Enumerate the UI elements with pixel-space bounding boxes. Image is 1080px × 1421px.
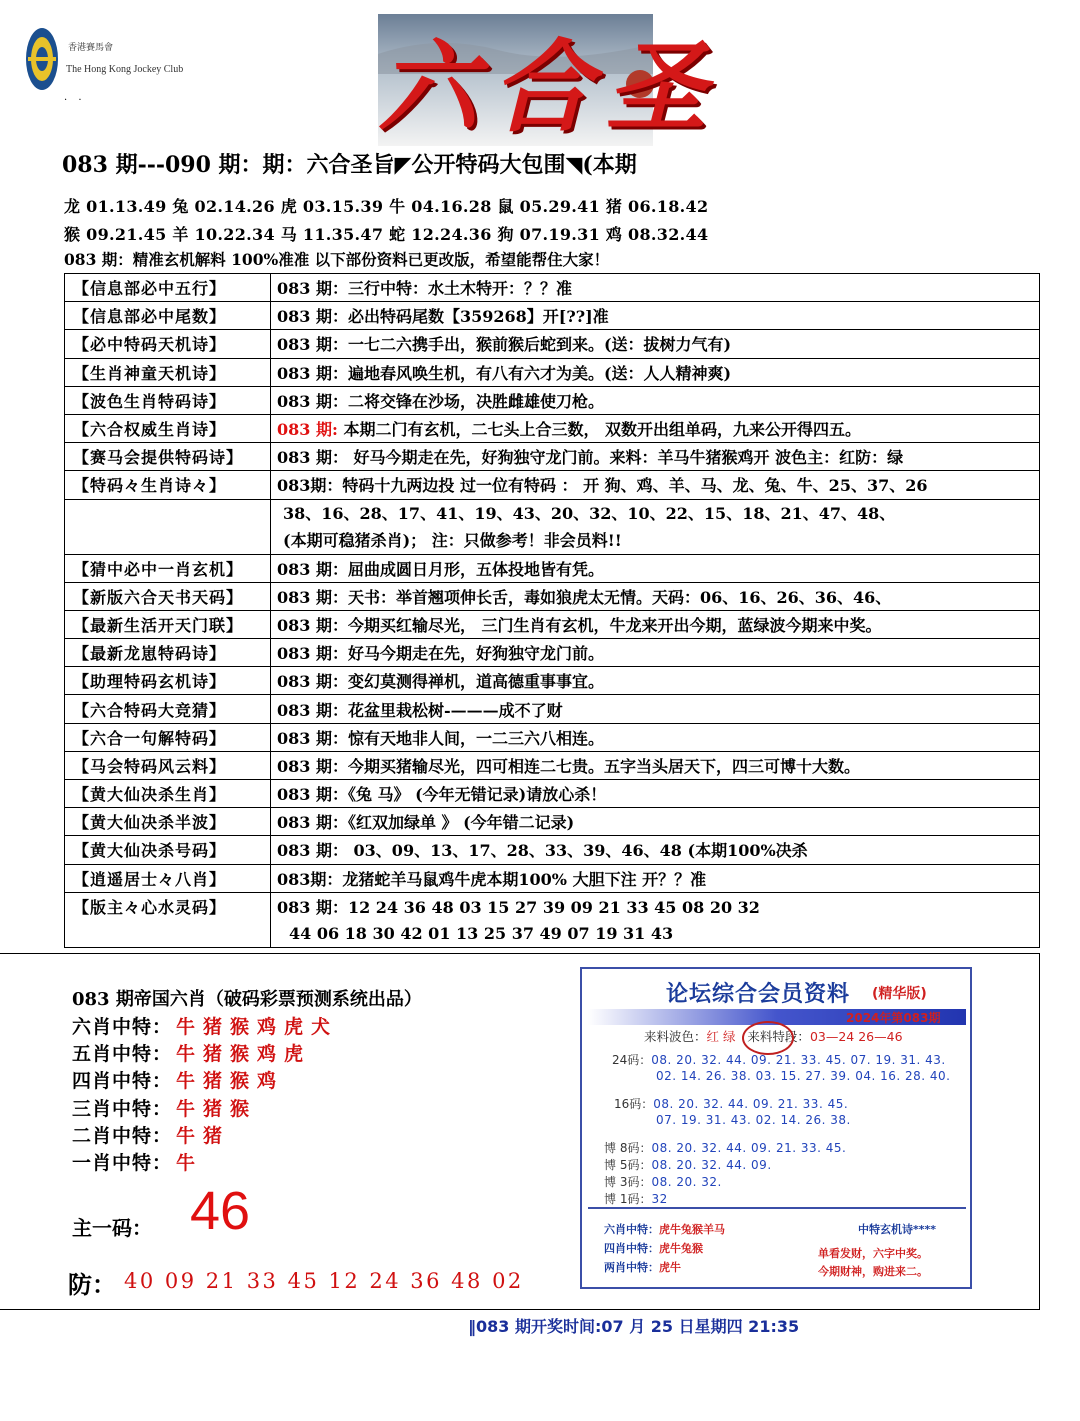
row-value (271, 414, 1040, 442)
row-label: 【赛马会提供特码诗】 (65, 443, 271, 471)
foot-value: 虎牛兔猴 (659, 1242, 703, 1255)
row-value: 083 期：必出特码尾数【359268】开[??]准 (271, 302, 1040, 330)
row-value: 083 期：一七二六携手出，猴前猴后蛇到来。(送：拔树力气有) (271, 330, 1040, 358)
guard-numbers: 40 09 21 33 45 12 24 36 48 02 (124, 1269, 524, 1293)
row-label: 【助理特码玄机诗】 (65, 667, 271, 695)
five-zodiac-line (72, 1039, 311, 1066)
code-line (656, 1069, 950, 1083)
table-row (65, 274, 1040, 302)
row-label: 【六合权威生肖诗】 (65, 414, 271, 442)
line-label: 二肖中特： (72, 1125, 173, 1147)
card-title: 论坛综合会员资料 (666, 982, 851, 1007)
table-row (65, 610, 1040, 638)
row-value: 083 期：遍地春风唤生机，有八有六才为美。(送：人人精神爽) (271, 358, 1040, 386)
row-value-text: 本期二门有玄机，二七头上合三数， 双数开出组单码，九来公开得四五。 (343, 420, 862, 440)
row-label: 【最新生活开天门联】 (65, 610, 271, 638)
notice-line: 083 期：精准玄机解料 100%准准 以下部份资料已更改版，希望能帮住大家！ (64, 250, 610, 269)
stamp-mark (742, 1021, 794, 1055)
six-zodiac-line (72, 1012, 338, 1039)
code-line (604, 1190, 668, 1207)
two-zodiac-line (72, 1121, 230, 1148)
special-value: 03—24 26—46 (809, 1029, 903, 1044)
row-value: 083 期：三行中特：水土木特开：？？准 (271, 274, 1040, 302)
line-items: 牛猪猴鸡虎 (176, 1043, 312, 1065)
line-items: 牛 (176, 1152, 204, 1174)
card-tag: (精华版) (872, 986, 927, 1002)
row-label: 【黄大仙决杀号码】 (65, 836, 271, 864)
card-divider (588, 1207, 966, 1209)
card-foot-line (604, 1259, 681, 1275)
continuation-line-1: 38、16、28、17、41、19、43、20、32、10、22、15、18、21、47、48、 (283, 503, 896, 523)
one-zodiac-line (72, 1148, 203, 1175)
jockey-club-logo (24, 26, 60, 92)
foot-value: 虎牛 (659, 1261, 681, 1274)
table-row (65, 554, 1040, 582)
row-value: 083 期：今期买猪输尽光，四可相连二七贵。五字当头居天下，四三可博十大数。 (271, 751, 1040, 779)
six-zodiac-title: 083 期帝国六肖（破码彩票预测系统出品） (72, 989, 422, 1010)
special-label: 来料特段： (747, 1029, 810, 1044)
code-values: 08. 20. 32. 44. 09. 21. 33. 45. (651, 1141, 847, 1155)
foot-key: 四肖中特： (604, 1242, 659, 1255)
row-label: 【信息部必中五行】 (65, 274, 271, 302)
line-items: 牛猪猴鸡 (176, 1070, 285, 1092)
banner-image (378, 14, 720, 146)
row-continuation (271, 499, 1040, 554)
logo-chinese-name: 香港賽馬會 (68, 43, 114, 53)
code-key: 24码： (612, 1053, 652, 1067)
foot-key: 两肖中特： (604, 1261, 659, 1274)
code-values: 08. 20. 32. 44. 09. 21. 33. 45. 07. 19. 31. 43. (651, 1053, 946, 1067)
three-zodiac-line (72, 1094, 257, 1121)
code-values: 08. 20. 32. 44. 09. 21. 33. 45. (653, 1097, 849, 1111)
row-label: 【新版六合天书天码】 (65, 582, 271, 610)
row-label: 【黄大仙决杀半波】 (65, 808, 271, 836)
row-label: 【波色生肖特码诗】 (65, 386, 271, 414)
code-values: 08. 20. 32. (651, 1175, 722, 1189)
row-value: 083 期：12 24 36 48 03 15 27 39 09 21 33 45 08 20 32 (271, 892, 1040, 920)
continuation-line-2: (本期可稳猪杀肖)； 注：只做参考！非会员料!! (283, 530, 622, 550)
table-row (65, 443, 1040, 471)
page-title: 083 期---090 期：期：六合圣旨◤公开特码大包围◥(本期 (62, 152, 637, 178)
table-row (65, 864, 1040, 892)
table-row (65, 302, 1040, 330)
guard-label: 防： (68, 1270, 116, 1299)
main-code-number: 46 (190, 1181, 251, 1241)
row-label: 【信息部必中尾数】 (65, 302, 271, 330)
code-values: 08. 20. 32. 44. 09. (651, 1158, 772, 1172)
wave-value: 红 绿 (706, 1029, 736, 1044)
row-label-empty (65, 920, 271, 948)
table-row (65, 582, 1040, 610)
row-label: 【特码々生肖诗々】 (65, 471, 271, 499)
line-label: 一肖中特： (72, 1152, 173, 1174)
zodiac-number-row-2: 猴 09.21.45 羊 10.22.34 马 11.35.47 蛇 12.24.36 狗 07.19.31 鸡 08.32.44 (64, 225, 709, 244)
table-row-continuation (65, 499, 1040, 554)
code-key: 博 1码： (604, 1192, 652, 1206)
forum-member-card (580, 967, 972, 1289)
table-row (65, 836, 1040, 864)
row-label: 【马会特码风云料】 (65, 751, 271, 779)
row-value: 083 期：二将交锋在沙场，决胜雌雄使刀枪。 (271, 386, 1040, 414)
table-row (65, 330, 1040, 358)
line-items: 牛猪猴鸡虎犬 (176, 1016, 339, 1038)
card-poem-label: 中特玄机诗**** (858, 1223, 937, 1236)
row-value: 083期：龙猪蛇羊马鼠鸡牛虎本期100% 大胆下注 开？？准 (271, 864, 1040, 892)
code-key: 博 8码： (604, 1141, 652, 1155)
banner-title: 六合圣 (378, 28, 720, 146)
card-foot-line (604, 1240, 703, 1256)
row-value: 083 期： 03、09、13、17、28、33、39、46、48 (本期100%决杀 (271, 836, 1040, 864)
row-label: 【六合一句解特码】 (65, 723, 271, 751)
four-zodiac-line (72, 1066, 284, 1093)
card-poem-line-2: 今期财神，购进来二。 (818, 1265, 928, 1278)
table-row (65, 751, 1040, 779)
code-values: 32 (651, 1192, 668, 1206)
row-label: 【版主々心水灵码】 (65, 892, 271, 920)
prediction-table (64, 273, 1040, 948)
row-value: 083 期：《兔 马》 (今年无错记录)请放心杀！ (271, 780, 1040, 808)
header-dots: . . (64, 92, 86, 103)
row-label: 【必中特码天机诗】 (65, 330, 271, 358)
code-line (614, 1095, 848, 1112)
zodiac-number-row-1: 龙 01.13.49 兔 02.14.26 虎 03.15.39 牛 04.16.28 鼠 05.29.41 猪 06.18.42 (64, 197, 709, 216)
table-row (65, 386, 1040, 414)
row-value: 083 期：花盆里栽松树-———成不了财 (271, 695, 1040, 723)
code-key: 16码： (614, 1097, 654, 1111)
code-line (612, 1051, 946, 1068)
row-label: 【六合特码大竞猜】 (65, 695, 271, 723)
row-value: 083 期：惊有天地非人间，一二三六八相连。 (271, 723, 1040, 751)
main-code-label: 主一码： (72, 1216, 152, 1240)
card-issue: 2024年第083期 (846, 1011, 941, 1025)
row-label: 【逍遥居士々八肖】 (65, 864, 271, 892)
table-row (65, 892, 1040, 920)
code-key: 博 5码： (604, 1158, 652, 1172)
row-label: 【黄大仙决杀生肖】 (65, 780, 271, 808)
table-row (65, 723, 1040, 751)
table-row-continuation (65, 920, 1040, 948)
foot-value: 虎牛兔猴羊马 (659, 1223, 725, 1236)
table-row (65, 667, 1040, 695)
wave-label: 来料波色： (644, 1029, 707, 1044)
line-items: 牛猪猴 (176, 1098, 258, 1120)
row-label: 【猜中必中一肖玄机】 (65, 554, 271, 582)
card-foot-line (604, 1221, 725, 1237)
table-row (65, 695, 1040, 723)
row-value: 083 期：今期买红输尽光， 三门生肖有玄机，牛龙来开出今期，蓝绿波今期来中奖。 (271, 610, 1040, 638)
line-label: 五肖中特： (72, 1043, 173, 1065)
row-value: 083期：特码十九两边投 过一位有特码 ： 开 狗、鸡、羊、马、龙、兔、牛、25、37、26 (271, 471, 1040, 499)
table-row (65, 808, 1040, 836)
code-key: 博 3码： (604, 1175, 652, 1189)
table-row (65, 471, 1040, 499)
code-values: 07. 19. 31. 43. 02. 14. 26. 38. (656, 1113, 851, 1127)
line-label: 六肖中特： (72, 1016, 173, 1038)
code-line (604, 1156, 772, 1173)
code-line (656, 1113, 851, 1127)
logo-english-name: The Hong Kong Jockey Club (66, 64, 184, 75)
row-value: 083 期：变幻莫测得禅机，道高德重事事宜。 (271, 667, 1040, 695)
row-value: 083 期：天书：举首翘项伸长舌，毒如狼虎太无情。天码：06、16、26、36、46、 (271, 582, 1040, 610)
code-values: 02. 14. 26. 38. 03. 15. 27. 39. 04. 16. 28. 40. (656, 1069, 951, 1083)
table-row (65, 358, 1040, 386)
row-value-prefix: 083 期: (277, 420, 338, 440)
row-label-empty (65, 499, 271, 554)
line-label: 四肖中特： (72, 1070, 173, 1092)
table-row (65, 414, 1040, 442)
row-label: 【生肖神童天机诗】 (65, 358, 271, 386)
row-value: 083 期：屈曲成圆日月形，五体投地皆有凭。 (271, 554, 1040, 582)
row-value: 083 期：《红双加绿单 》 (今年错二记录) (271, 808, 1040, 836)
table-row (65, 639, 1040, 667)
draw-time: ‖083 期开奖时间:07 月 25 日星期四 21:35 (468, 1317, 800, 1336)
row-value: 083 期： 好马今期走在先，好狗独守龙门前。来料：羊马牛猪猴鸡开 波色主：红防：绿 (271, 443, 1040, 471)
row-value: 083 期：好马今期走在先，好狗独守龙门前。 (271, 639, 1040, 667)
card-poem-line-1: 单看发财，六字中奖。 (818, 1247, 928, 1260)
row-label: 【最新龙崽特码诗】 (65, 639, 271, 667)
code-line (604, 1139, 846, 1156)
code-line (604, 1173, 722, 1190)
table-row (65, 780, 1040, 808)
line-label: 三肖中特： (72, 1098, 173, 1120)
foot-key: 六肖中特： (604, 1223, 659, 1236)
row-continuation: 44 06 18 30 42 01 13 25 37 49 07 19 31 43 (271, 920, 1040, 948)
line-items: 牛猪 (176, 1125, 231, 1147)
